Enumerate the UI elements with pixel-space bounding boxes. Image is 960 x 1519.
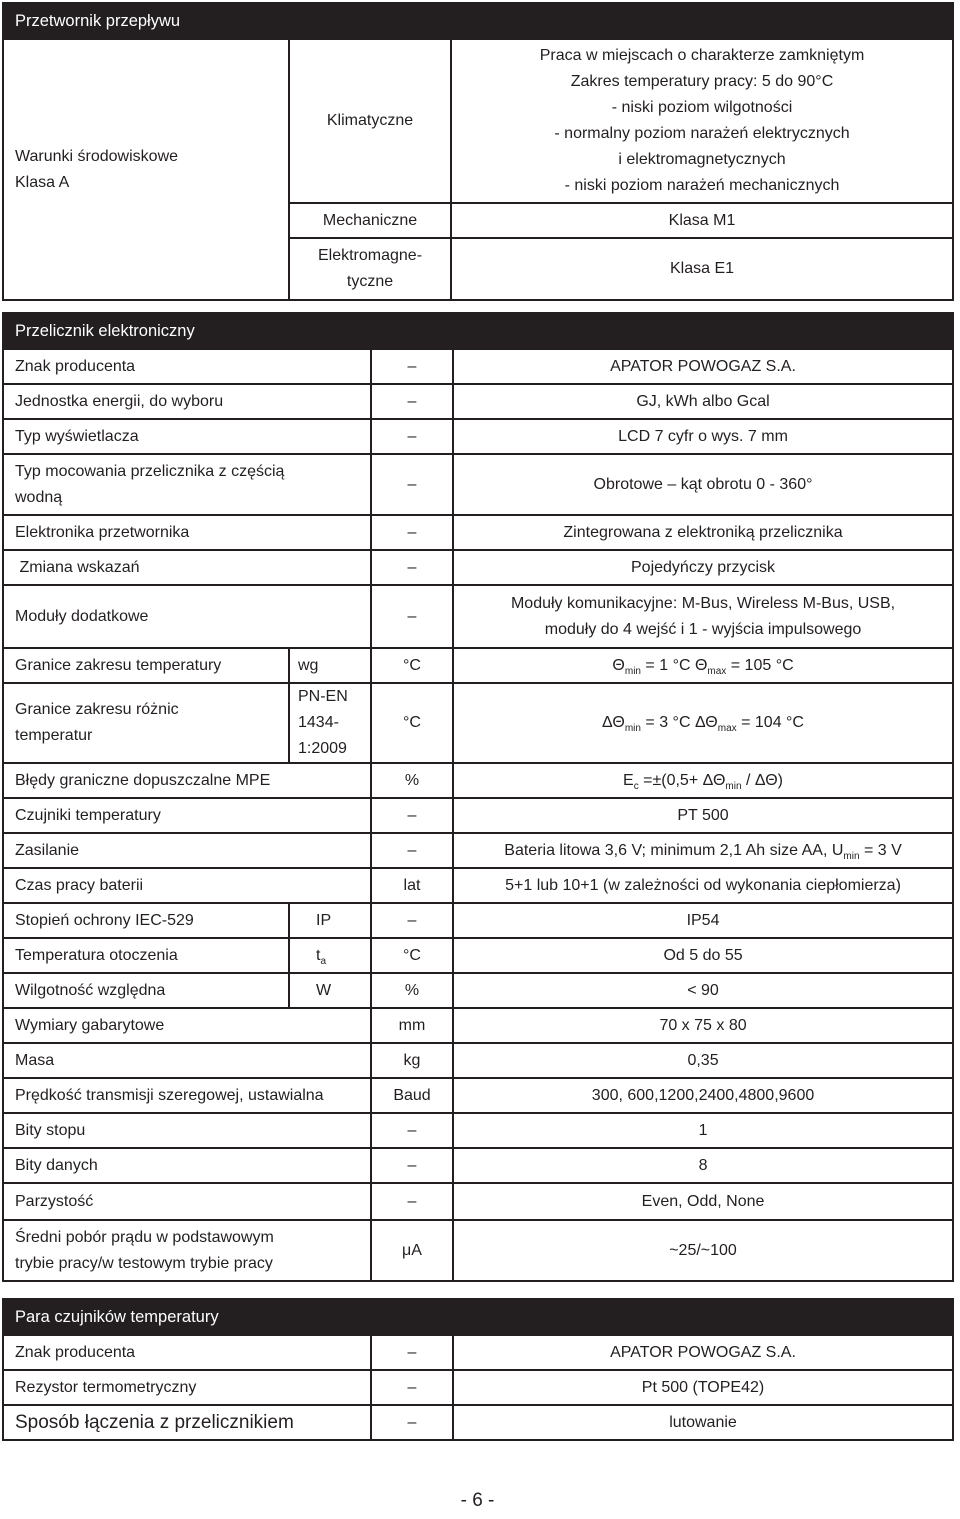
current-value: ~25/~100 xyxy=(453,1220,953,1281)
spec-unit: – xyxy=(371,585,453,648)
spec-value: 300, 600,1200,2400,4800,9600 xyxy=(453,1078,953,1113)
ambient-temp-label: Temperatura otoczenia xyxy=(3,938,289,973)
humidity-label: Wilgotność względna xyxy=(3,973,289,1008)
spec-label: Parzystość xyxy=(3,1183,371,1220)
spec-unit: – xyxy=(371,515,453,550)
ip-unit: – xyxy=(371,903,453,938)
spec-unit: – xyxy=(371,1335,453,1370)
electromagnetic-value: Klasa E1 xyxy=(451,238,953,300)
spec-unit: mm xyxy=(371,1008,453,1043)
climatic-description: Praca w miejscach o charakterze zamkniętym Zakres temperatury pracy: 5 do 90°C - niski poziom wilgotności - normalny poziom narażeń elektrycznych i elektromagnetycznych - niski poziom narażeń mechanicznych xyxy=(451,39,953,203)
temp-range-symbol: wg xyxy=(289,648,371,683)
spec-unit: – xyxy=(371,419,453,454)
ambient-temp-unit: °C xyxy=(371,938,453,973)
mpe-value: $E_c =\pm(0,5+ \Delta\Theta_{min} / \Delta\Theta)$ xyxy=(453,763,953,798)
spec-label: Typ mocowania przelicznika z częścią wodną xyxy=(3,454,371,515)
spec-label: Jednostka energii, do wyboru xyxy=(3,384,371,419)
temp-range-label: Granice zakresu temperatury xyxy=(3,648,289,683)
spec-unit: Baud xyxy=(371,1078,453,1113)
spec-value: Zintegrowana z elektroniką przelicznika xyxy=(453,515,953,550)
spec-value: Pt 500 (TOPE42) xyxy=(453,1370,953,1405)
spec-value: GJ, kWh albo Gcal xyxy=(453,384,953,419)
temp-range-unit: °C xyxy=(371,648,453,683)
mechanical-label: Mechaniczne xyxy=(289,203,451,238)
temp-diff-unit: °C xyxy=(371,683,453,763)
spec-label: Bity danych xyxy=(3,1148,371,1183)
spec-unit: – xyxy=(371,1370,453,1405)
spec-label: Bity stopu xyxy=(3,1113,371,1148)
current-unit: μA xyxy=(371,1220,453,1281)
spec-value: APATOR POWOGAZ S.A. xyxy=(453,349,953,384)
spec-value: LCD 7 cyfr o wys. 7 mm xyxy=(453,419,953,454)
supply-label: Zasilanie xyxy=(3,833,371,868)
mpe-unit: % xyxy=(371,763,453,798)
spec-label: Zmiana wskazań xyxy=(3,550,371,585)
spec-value: Moduły komunikacyjne: M-Bus, Wireless M-Bus, USB, moduły do 4 wejść i 1 - wyjścia impulsowego xyxy=(453,585,953,648)
supply-value: Bateria litowa 3,6 V; minimum 2,1 Ah size AA, $U_{min} = 3$ V xyxy=(453,833,953,868)
spec-unit: – xyxy=(371,798,453,833)
spec-unit: – xyxy=(371,1183,453,1220)
temp-diff-label: Granice zakresu różnic temperatur xyxy=(3,683,289,763)
spec-value: 5+1 lub 10+1 (w zależności od wykonania ciepłomierza) xyxy=(453,868,953,903)
spec-label: Moduły dodatkowe xyxy=(3,585,371,648)
temp-diff-value: $\Delta\Theta_{min} = 3$ °C $\Delta\Theta_{max} = 104$ °C xyxy=(453,683,953,763)
spec-value: 1 xyxy=(453,1113,953,1148)
ip-symbol: IP xyxy=(289,903,371,938)
spec-unit: – xyxy=(371,384,453,419)
flow-transducer-table xyxy=(2,2,954,301)
ip-value: IP54 xyxy=(453,903,953,938)
spec-value: 70 x 75 x 80 xyxy=(453,1008,953,1043)
spec-label: Czujniki temperatury xyxy=(3,798,371,833)
humidity-value: < 90 xyxy=(453,973,953,1008)
section-title: Przelicznik elektroniczny xyxy=(3,313,953,349)
humidity-symbol: W xyxy=(289,973,371,1008)
spec-unit: – xyxy=(371,1113,453,1148)
spec-label: Sposób łączenia z przelicznikiem xyxy=(3,1405,371,1440)
spec-label: Typ wyświetlacza xyxy=(3,419,371,454)
section-title: Para czujników temperatury xyxy=(3,1299,953,1335)
temperature-sensor-pair-table xyxy=(2,1298,954,1441)
current-label: Średni pobór prądu w podstawowym trybie pracy/w testowym trybie pracy xyxy=(3,1220,371,1281)
mpe-label: Błędy graniczne dopuszczalne MPE xyxy=(3,763,371,798)
spec-value: Pojedyńczy przycisk xyxy=(453,550,953,585)
ip-label: Stopień ochrony IEC-529 xyxy=(3,903,289,938)
spec-unit: – xyxy=(371,349,453,384)
spec-unit: – xyxy=(371,1405,453,1440)
spec-label: Znak producenta xyxy=(3,1335,371,1370)
ambient-temp-value: Od 5 do 55 xyxy=(453,938,953,973)
spec-label: Rezystor termometryczny xyxy=(3,1370,371,1405)
electromagnetic-label: Elektromagne- tyczne xyxy=(289,238,451,300)
section-title: Przetwornik przepływu xyxy=(3,3,953,39)
supply-unit: – xyxy=(371,833,453,868)
spec-label: Masa xyxy=(3,1043,371,1078)
spec-label: Wymiary gabarytowe xyxy=(3,1008,371,1043)
env-conditions-label: Warunki środowiskowe Klasa A xyxy=(3,39,289,300)
spec-unit: kg xyxy=(371,1043,453,1078)
electronic-calculator-table xyxy=(2,312,954,1282)
page-number: - 6 - xyxy=(460,1490,495,1511)
spec-value: Obrotowe – kąt obrotu 0 - 360° xyxy=(453,454,953,515)
spec-label: Prędkość transmisji szeregowej, ustawialna xyxy=(3,1078,371,1113)
spec-unit: lat xyxy=(371,868,453,903)
spec-unit: – xyxy=(371,454,453,515)
ambient-temp-symbol: $t_a$ xyxy=(289,938,371,973)
spec-value: APATOR POWOGAZ S.A. xyxy=(453,1335,953,1370)
temp-diff-standard: PN-EN 1434- 1:2009 xyxy=(289,683,371,763)
spec-unit: – xyxy=(371,1148,453,1183)
humidity-unit: % xyxy=(371,973,453,1008)
spec-label: Elektronika przetwornika xyxy=(3,515,371,550)
temp-range-value: $\Theta_{min} = 1$ °C $\Theta_{max} = 105$ °C xyxy=(453,648,953,683)
spec-value: 8 xyxy=(453,1148,953,1183)
spec-value: PT 500 xyxy=(453,798,953,833)
spec-value: Even, Odd, None xyxy=(453,1183,953,1220)
mechanical-value: Klasa M1 xyxy=(451,203,953,238)
spec-label: Znak producenta xyxy=(3,349,371,384)
spec-value: 0,35 xyxy=(453,1043,953,1078)
spec-unit: – xyxy=(371,550,453,585)
spec-value: lutowanie xyxy=(453,1405,953,1440)
spec-label: Czas pracy baterii xyxy=(3,868,371,903)
climatic-label: Klimatyczne xyxy=(289,39,451,203)
